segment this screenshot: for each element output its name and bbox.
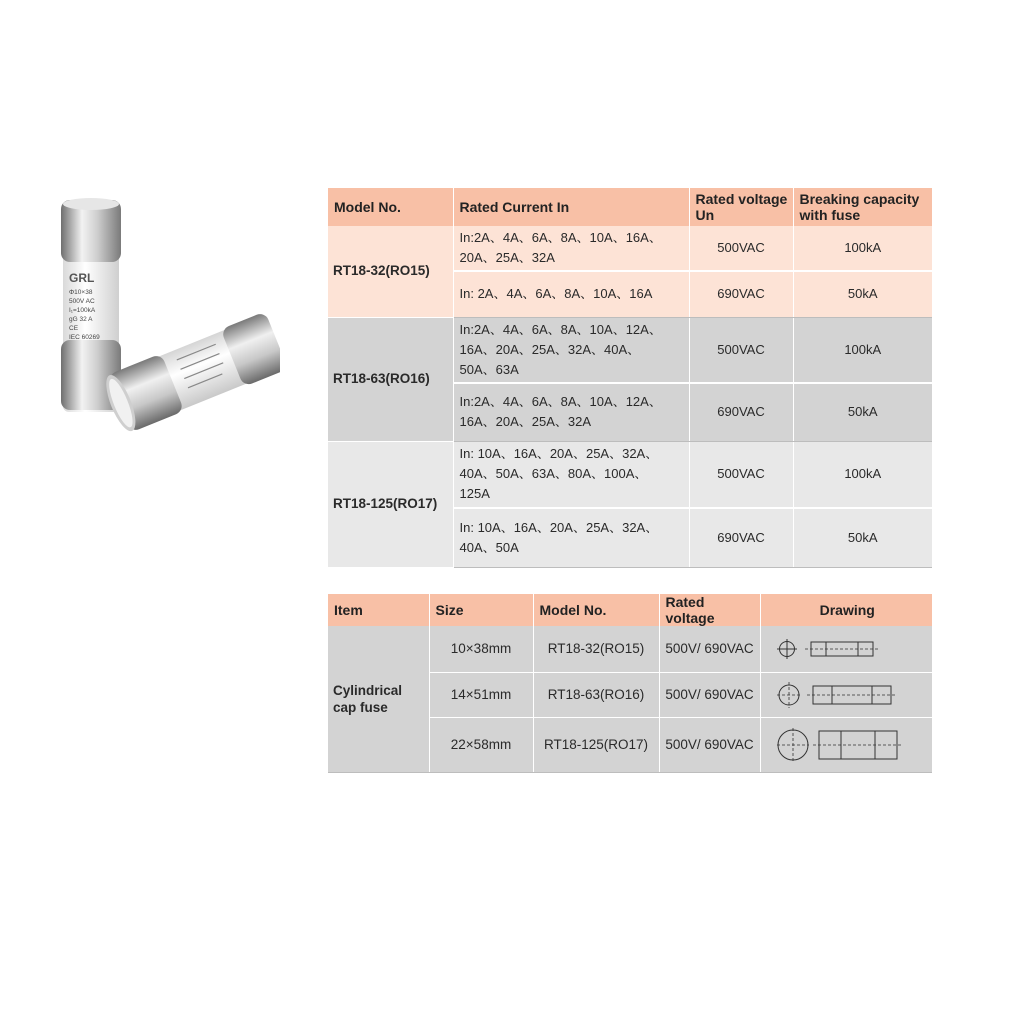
lying-fuse — [100, 311, 280, 435]
header-breaking-capacity: Breaking capacity with fuse — [793, 188, 932, 226]
model-cell: RT18-63(RO16) — [328, 317, 453, 441]
photo-mark-6: IEC 60269 — [69, 334, 100, 341]
capacity-cell: 50kA — [793, 383, 932, 441]
capacity-cell: 50kA — [793, 508, 932, 567]
capacity-cell: 100kA — [793, 226, 932, 271]
header-size: Size — [429, 594, 533, 626]
current-cell: In: 2A、4A、6A、8A、10A、16A — [453, 271, 689, 317]
table-header-row — [328, 594, 932, 626]
photo-brand: GRL — [69, 271, 95, 285]
voltage-cell: 690VAC — [689, 508, 793, 567]
current-cell: In: 10A、16A、20A、25A、32A、 40A、50A、63A、80A、100A、 125A — [453, 441, 689, 508]
fuse-14x51-drawing — [777, 680, 897, 710]
current-cell: In:2A、4A、6A、8A、10A、12A、 16A、20A、25A、32A — [453, 383, 689, 441]
model-cell: RT18-63(RO16) — [533, 672, 659, 717]
photo-mark-3: I₁=100kA — [69, 307, 96, 314]
header-item: Item — [328, 594, 429, 626]
capacity-cell: 100kA — [793, 441, 932, 508]
header-model-no: Model No. — [533, 594, 659, 626]
voltage-cell: 690VAC — [689, 383, 793, 441]
table-row — [328, 317, 932, 383]
rating-spec-table — [328, 188, 932, 568]
size-cell: 14×51mm — [429, 672, 533, 717]
fuse-22x58-drawing — [777, 725, 901, 765]
voltage-cell: 500VAC — [689, 441, 793, 508]
model-cell: RT18-32(RO15) — [533, 626, 659, 672]
voltage-cell: 500V/ 690VAC — [659, 626, 760, 672]
capacity-cell: 50kA — [793, 271, 932, 317]
drawing-cell — [760, 672, 932, 717]
size-cell: 10×38mm — [429, 626, 533, 672]
header-model-no: Model No. — [328, 188, 453, 226]
header-rated-current: Rated Current In — [453, 188, 689, 226]
table-row — [328, 226, 932, 271]
current-cell: In:2A、4A、6A、8A、10A、16A、 20A、25A、32A — [453, 226, 689, 271]
photo-mark-4: gG 32 A — [69, 316, 93, 323]
dimension-table — [328, 594, 932, 773]
photo-mark-2: 500V AC — [69, 298, 95, 305]
model-cell: RT18-125(RO17) — [328, 441, 453, 567]
photo-mark-5: CE — [69, 325, 79, 332]
voltage-cell: 500V/ 690VAC — [659, 672, 760, 717]
current-cell: In:2A、4A、6A、8A、10A、12A、 16A、20A、25A、32A、40A、 50A、63A — [453, 317, 689, 383]
capacity-cell: 100kA — [793, 317, 932, 383]
drawing-cell — [760, 626, 932, 672]
table-header-row — [328, 188, 932, 226]
table-row — [328, 626, 932, 672]
header-drawing: Drawing — [760, 594, 932, 626]
voltage-cell: 690VAC — [689, 271, 793, 317]
voltage-cell: 500VAC — [689, 226, 793, 271]
drawing-cell — [760, 717, 932, 772]
size-cell: 22×58mm — [429, 717, 533, 772]
photo-mark-1: Φ10×38 — [69, 289, 93, 296]
current-cell: In: 10A、16A、20A、25A、32A、 40A、50A — [453, 508, 689, 567]
header-rated-voltage: Rated voltage — [659, 594, 760, 626]
header-rated-voltage: Rated voltage Un — [689, 188, 793, 226]
model-cell: RT18-32(RO15) — [328, 226, 453, 317]
model-cell: RT18-125(RO17) — [533, 717, 659, 772]
voltage-cell: 500V/ 690VAC — [659, 717, 760, 772]
voltage-cell: 500VAC — [689, 317, 793, 383]
item-cell: Cylindrical cap fuse — [328, 626, 429, 772]
fuse-product-photo — [55, 190, 280, 445]
fuse-10x38-drawing — [777, 636, 887, 662]
table-row — [328, 441, 932, 508]
